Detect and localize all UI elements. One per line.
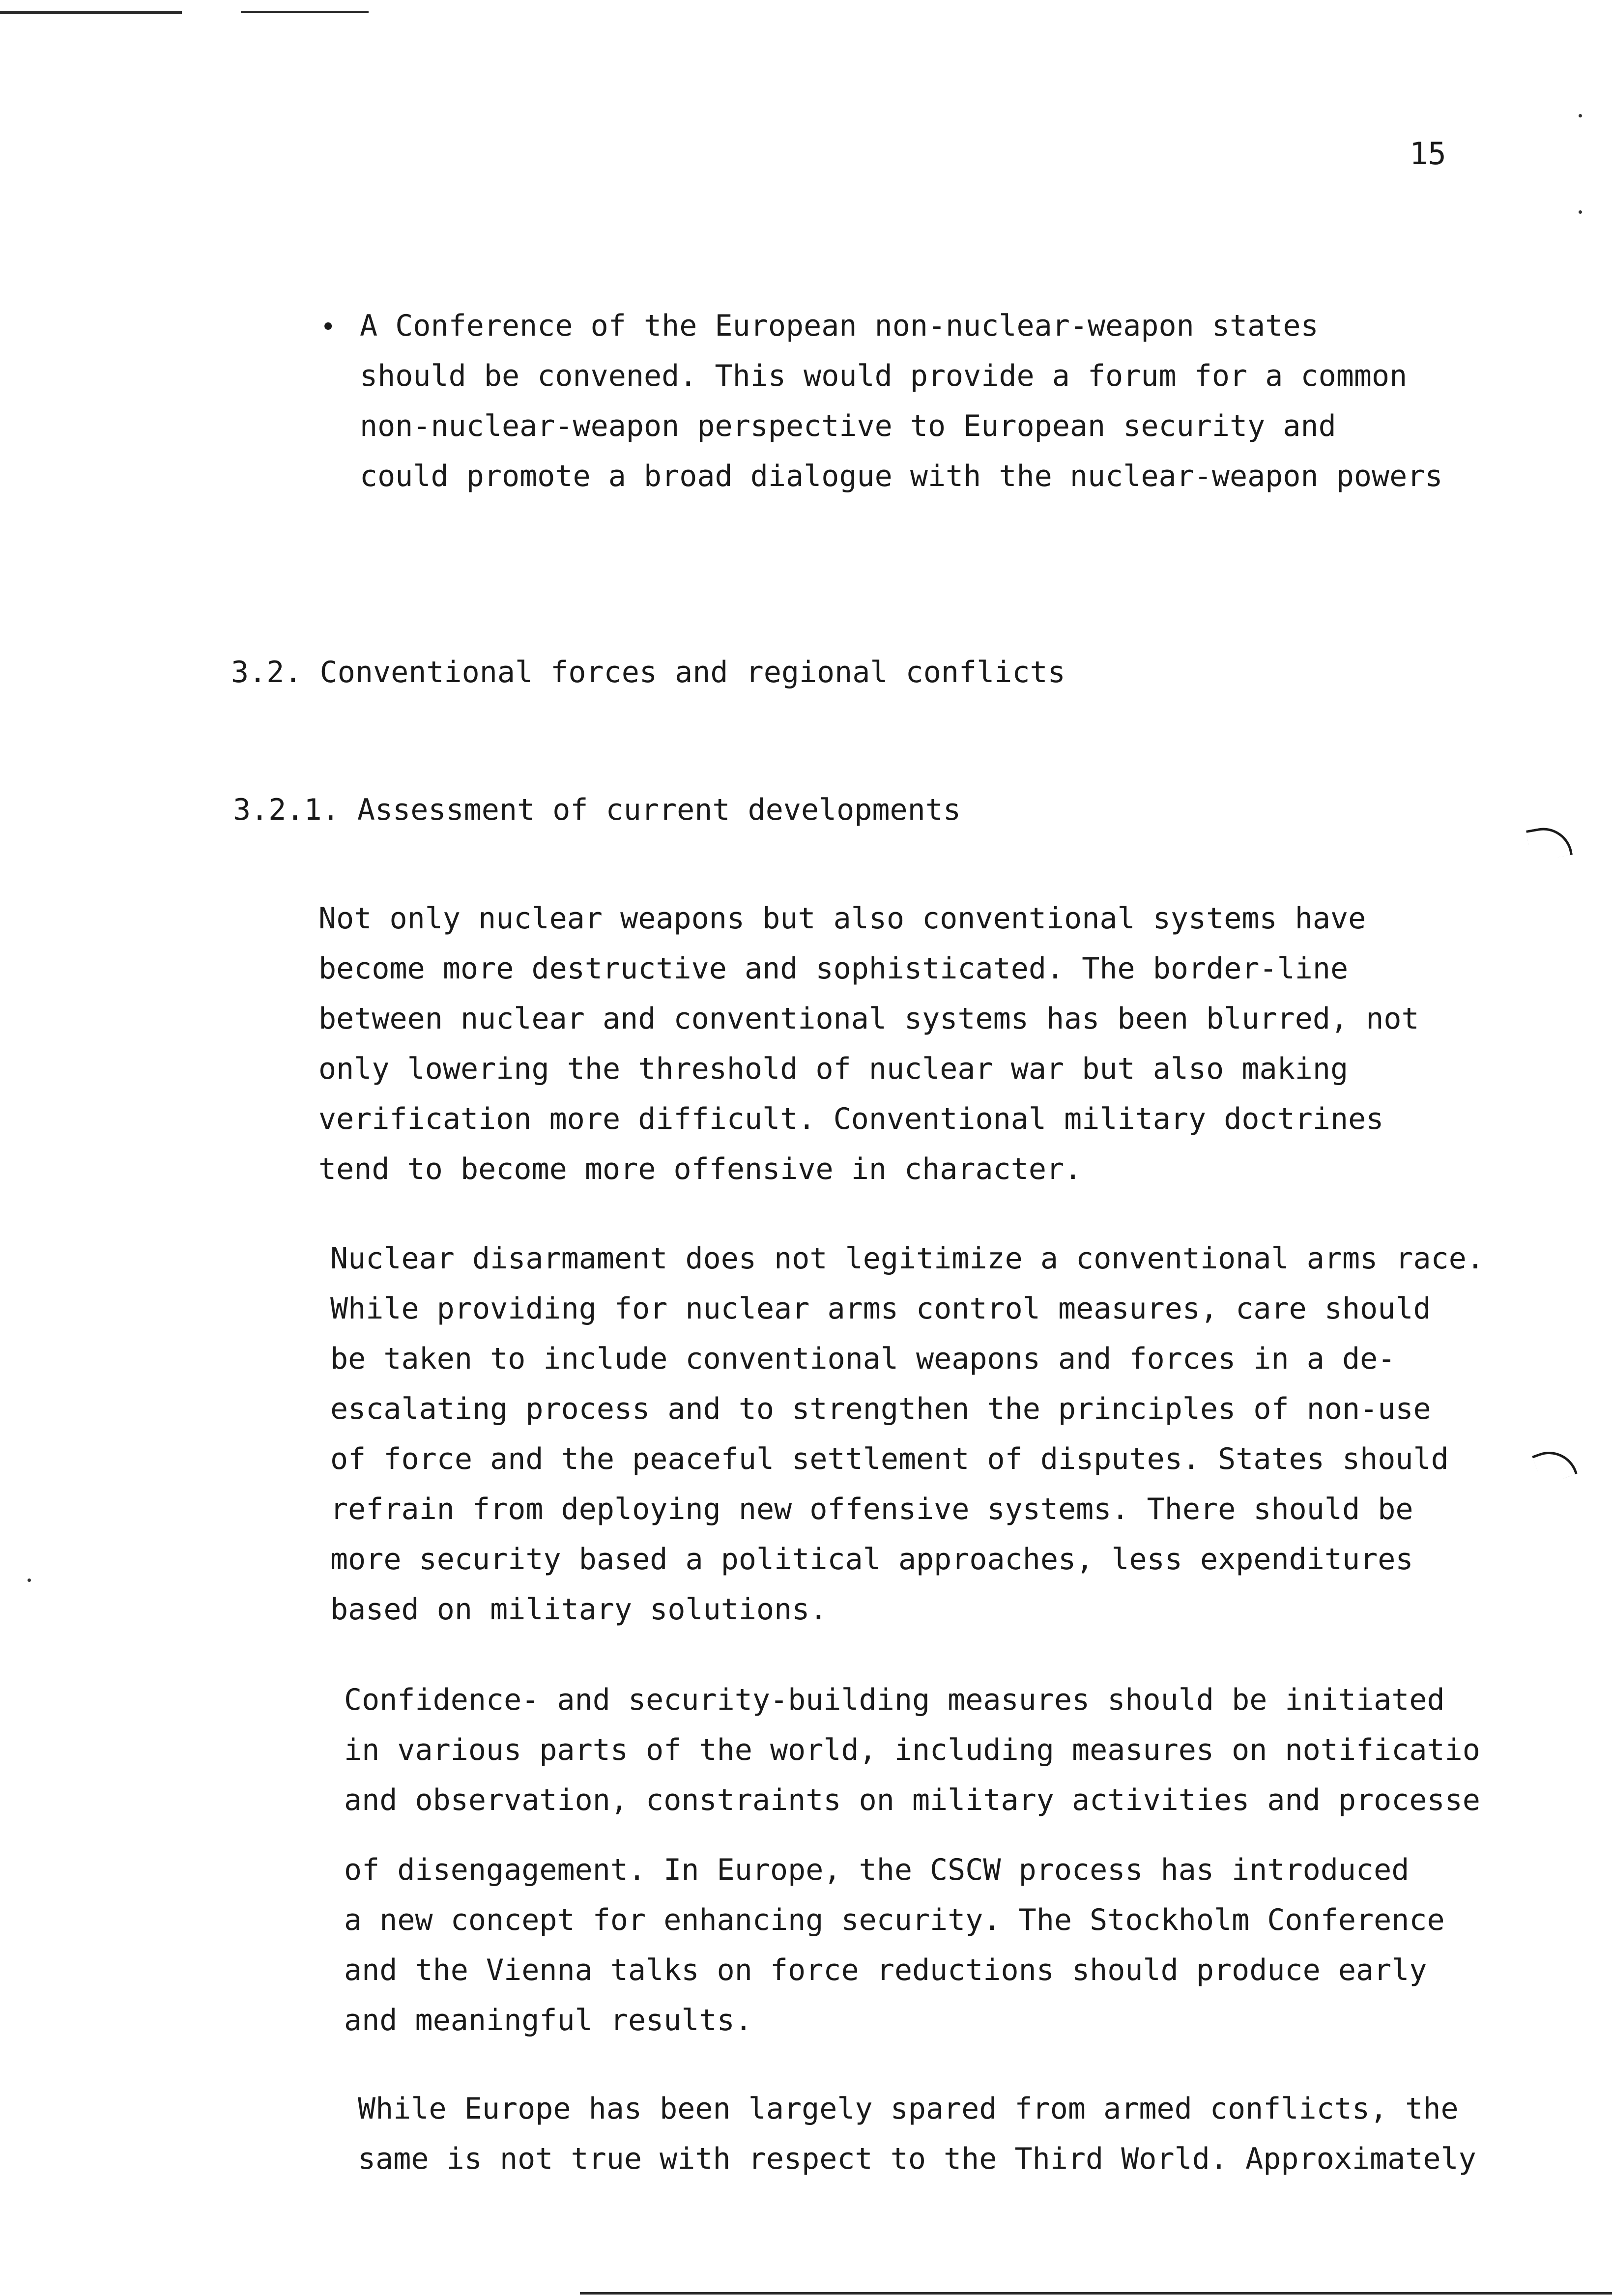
scan-speck — [1579, 210, 1582, 214]
text-line: Not only nuclear weapons but also conventional systems have — [318, 901, 1366, 936]
text-line: based on military solutions. — [330, 1592, 828, 1627]
text-line: and the Vienna talks on force reductions should produce early — [344, 1953, 1427, 1987]
text-line: Nuclear disarmament does not legitimize a conventional arms race. — [330, 1241, 1484, 1276]
text-line: become more destructive and sophisticated. The border-line — [318, 951, 1349, 986]
text-line: be taken to include conventional weapons and forces in a de- — [330, 1342, 1396, 1376]
scan-artifact-bottom-line — [580, 2292, 1612, 2295]
text-line: and observation, constraints on military activities and processe — [344, 1783, 1480, 1817]
paragraph — [358, 2084, 1612, 2184]
subsection-heading: 3.2.1. Assessment of current developments — [233, 793, 961, 827]
text-line: in various parts of the world, including measures on notificatio — [344, 1733, 1480, 1767]
text-line: tend to become more offensive in character. — [318, 1152, 1082, 1186]
text-line: While Europe has been largely spared from armed conflicts, the — [358, 2092, 1459, 2126]
text-line: of disengagement. In Europe, the CSCW process has introduced — [344, 1853, 1410, 1887]
text-line: same is not true with respect to the Third World. Approximately — [358, 2142, 1476, 2176]
text-line: escalating process and to strengthen the principles of non-use — [330, 1392, 1431, 1426]
text-line: refrain from deploying new offensive systems. There should be — [330, 1492, 1413, 1526]
paragraph — [344, 1675, 1612, 2045]
text-line: should be convened. This would provide a forum for a common — [360, 359, 1408, 393]
text-line: could promote a broad dialogue with the nuclear-weapon powers — [360, 459, 1443, 493]
text-line: verification more difficult. Conventional military doctrines — [318, 1102, 1384, 1136]
scan-speck — [1579, 114, 1582, 117]
text-line: a new concept for enhancing security. The Stockholm Conference — [344, 1903, 1445, 1937]
paragraph — [330, 1234, 1612, 1635]
text-line: more security based a political approaches, less expenditures — [330, 1542, 1413, 1577]
page-number: 15 — [1410, 136, 1446, 172]
handwritten-mark — [1526, 823, 1573, 862]
text-line: A Conference of the European non-nuclear-weapon states — [360, 309, 1319, 343]
bullet-text — [360, 301, 1579, 501]
bullet-marker-icon: • — [320, 313, 336, 342]
text-line: While providing for nuclear arms control measures, care should — [330, 1292, 1431, 1326]
text-line: of force and the peaceful settlement of disputes. States should — [330, 1442, 1449, 1476]
text-line: between nuclear and conventional systems has been blurred, not — [318, 1002, 1419, 1036]
text-line: Confidence- and security-building measures should be initiated — [344, 1683, 1445, 1717]
section-heading: 3.2. Conventional forces and regional conflicts — [231, 655, 1065, 689]
scan-artifact-top-left — [0, 11, 182, 14]
text-line: and meaningful results. — [344, 2003, 752, 2038]
text-line: non-nuclear-weapon perspective to European security and — [360, 409, 1336, 443]
text-line: only lowering the threshold of nuclear war but also making — [318, 1052, 1349, 1086]
scan-speck — [28, 1578, 31, 1582]
scan-artifact-top-dash — [241, 11, 369, 13]
paragraph — [318, 893, 1612, 1194]
